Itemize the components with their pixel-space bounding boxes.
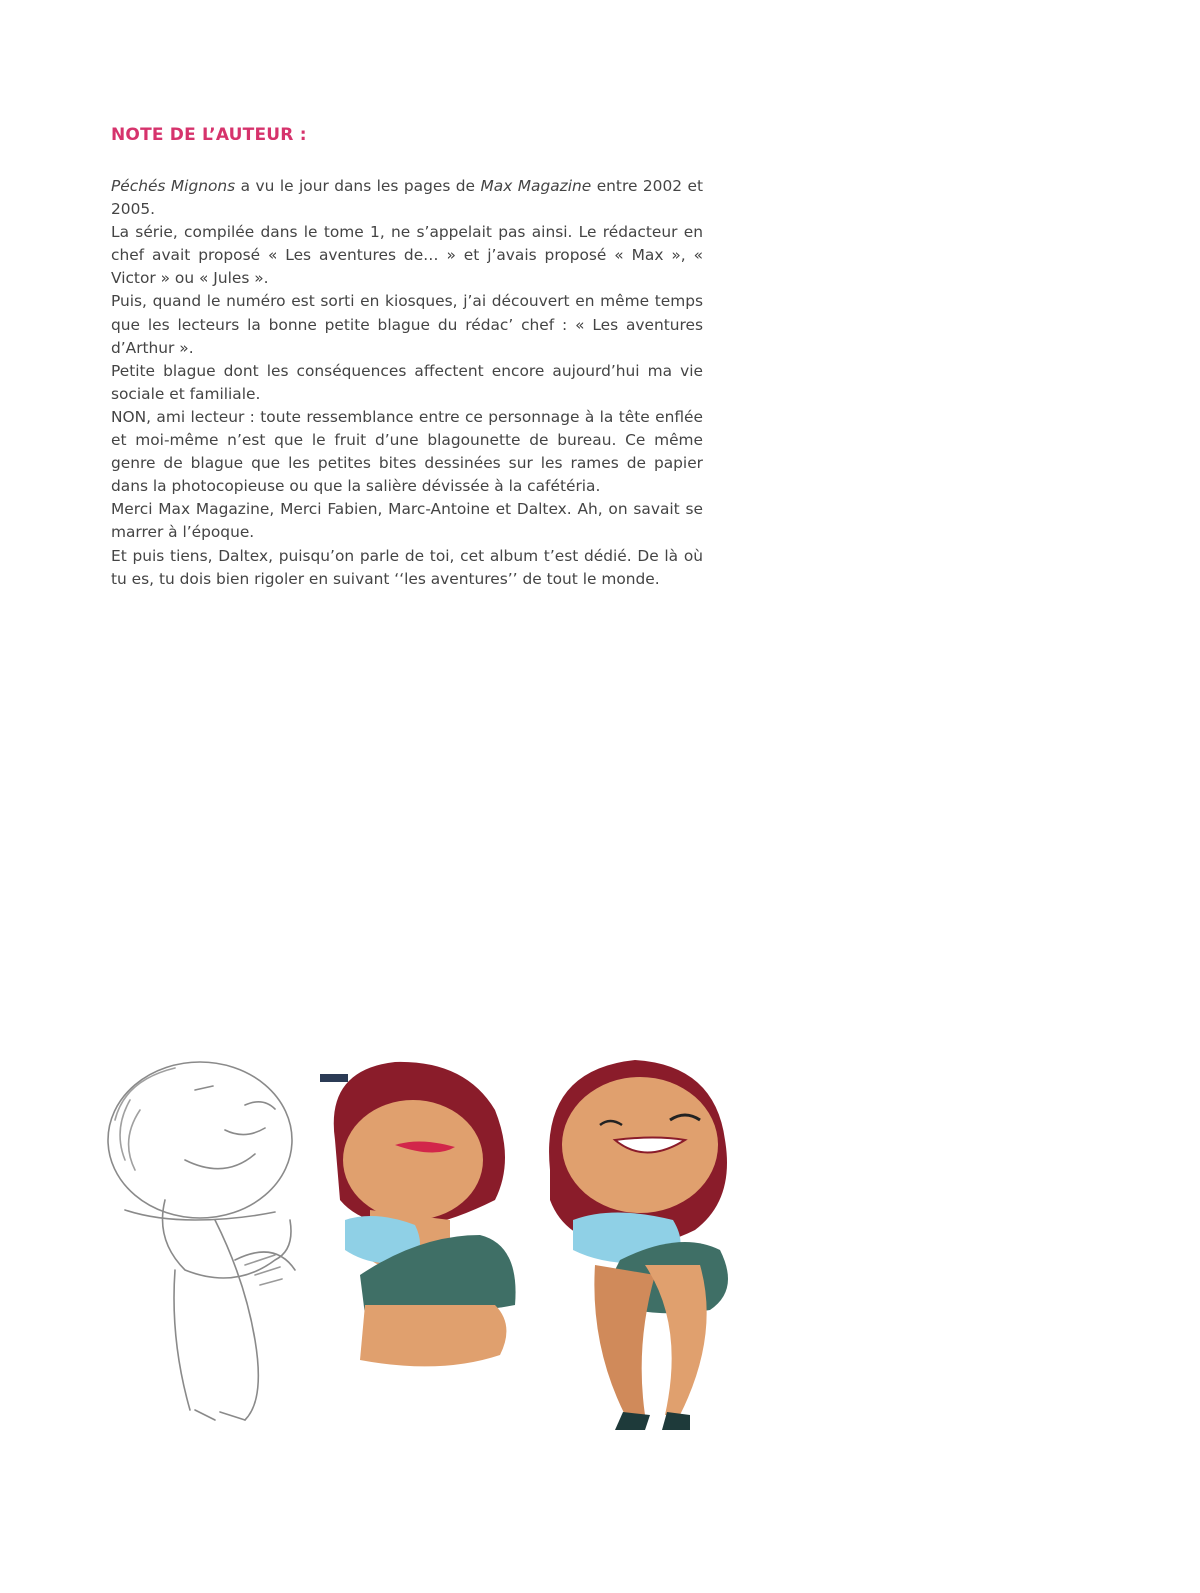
note-paragraph-1: [111, 175, 703, 221]
author-note-text: [111, 175, 703, 591]
pencil-sketch-figure: [108, 1062, 295, 1420]
note-paragraph-7: Et puis tiens, Daltex, puisqu’on parle de toi, cet album t’est dédié. De là où tu es, tu dois bien rigoler en suivant ‘‘les aventures’’ de tout le monde.: [111, 546, 703, 588]
flat-color-wip-figure: [320, 1062, 516, 1367]
finished-color-figure: [549, 1060, 728, 1430]
note-paragraph-2: La série, compilée dans le tome 1, ne s’appelait pas ainsi. Le rédacteur en chef avait proposé « Les aventures de… » et j’avais proposé « Max », « Victor » ou « Jules ».: [111, 223, 703, 288]
title-peches-mignons: Péchés Mignons: [111, 177, 236, 195]
note-text-fragment: entre 2002 et 2005.: [111, 177, 703, 219]
note-paragraph-5: NON, ami lecteur : toute ressemblance entre ce personnage à la tête enflée et moi-même n’est que le fruit d’une blagounette de bureau. Ce même genre de blague que les petites bites dessinées sur les rames de papier dans la photocopieuse ou que la salière dévissée à la cafétéria.: [111, 407, 703, 496]
note-paragraph-6: Merci Max Magazine, Merci Fabien, Marc-Antoine et Daltex. Ah, on savait se marrer à l’époque.: [111, 500, 703, 542]
note-text-fragment: a vu le jour dans les pages de: [235, 177, 481, 195]
character-illustrations: [95, 1050, 745, 1450]
author-note-heading: NOTE DE L’AUTEUR :: [111, 125, 307, 145]
title-max-magazine: Max Magazine: [480, 177, 592, 195]
note-paragraph-3: Puis, quand le numéro est sorti en kiosques, j’ai découvert en même temps que les lecteurs la bonne petite blague du rédac’ chef : « Les aventures d’Arthur ».: [111, 292, 703, 357]
note-paragraph-4: Petite blague dont les conséquences affectent encore aujourd’hui ma vie sociale et familiale.: [111, 361, 703, 403]
